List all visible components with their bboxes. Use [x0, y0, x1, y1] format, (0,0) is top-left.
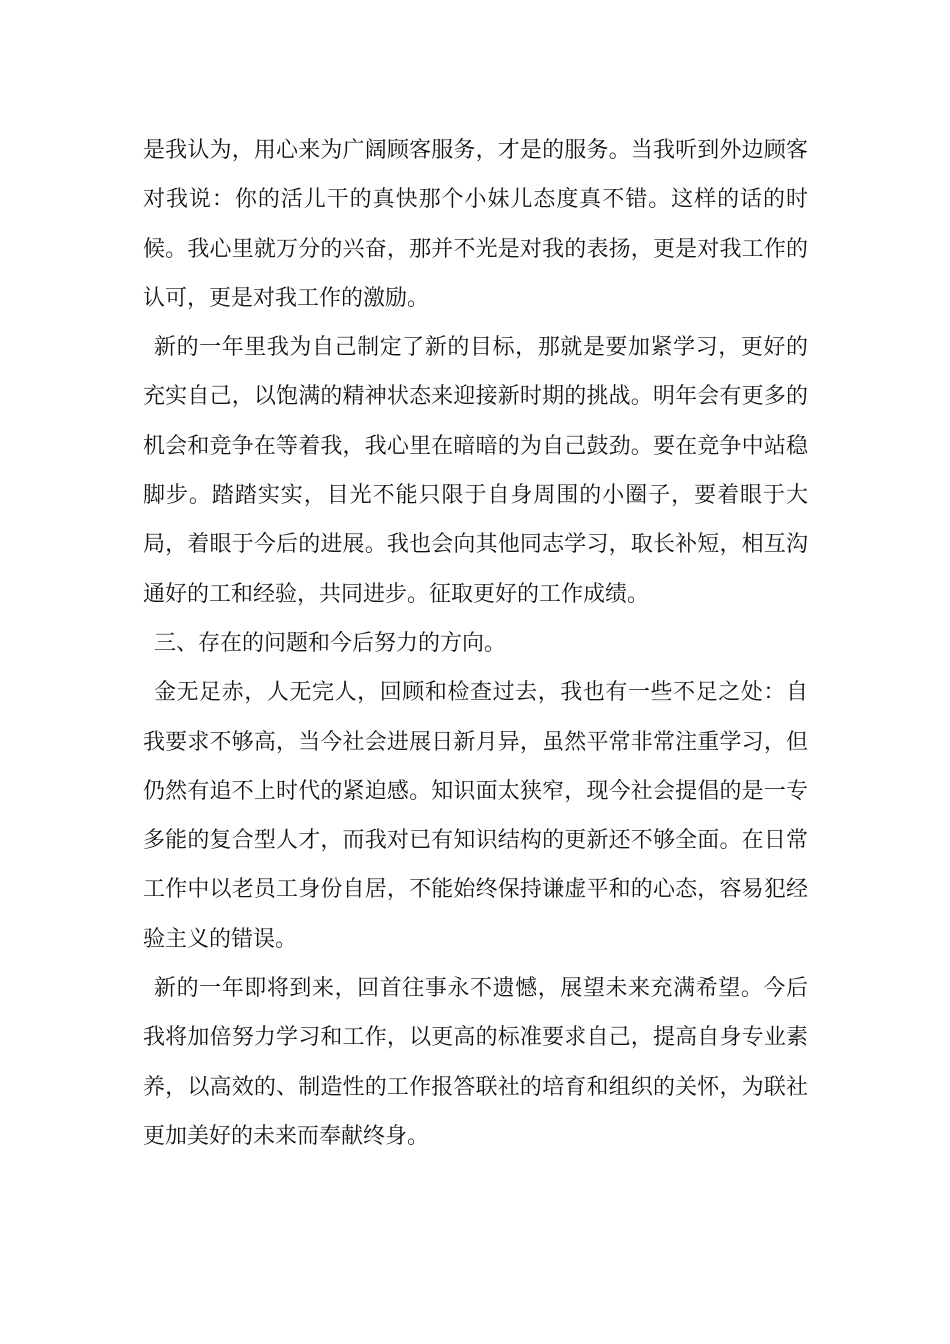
document-body [143, 126, 808, 1161]
paragraph-5: 新的一年即将到来，回首往事永不遗憾，展望未来充满希望。今后我将加倍努力学习和工作，以更高的标准要求自己，提高自身专业素养，以高效的、制造性的工作报答联社的培育和组织的关怀，为联社更加美好的未来而奉献终身。 [143, 976, 808, 1149]
paragraph-4: 金无足赤，人无完人，回顾和检查过去，我也有一些不足之处：自我要求不够高，当今社会进展日新月异，虽然平常非常注重学习，但仍然有追不上时代的紧迫感。知识面太狭窄，现今社会提倡的是一专多能的复合型人才，而我对已有知识结构的更新还不够全面。在日常工作中以老员工身份自居，不能始终保持谦虚平和的心态，容易犯经验主义的错误。 [143, 680, 808, 952]
paragraph-2: 新的一年里我为自己制定了新的目标，那就是要加紧学习，更好的充实自己，以饱满的精神状态来迎接新时期的挑战。明年会有更多的机会和竞争在等着我，我心里在暗暗的为自己鼓劲。要在竞争中站稳脚步。踏踏实实，目光不能只限于自身周围的小圈子，要着眼于大局，着眼于今后的进展。我也会向其他同志学习，取长补短，相互沟通好的工和经验，共同进步。征取更好的工作成绩。 [143, 335, 808, 607]
section-heading-3: 三、存在的问题和今后努力的方向。 [154, 630, 507, 656]
paragraph-1: 是我认为，用心来为广阔顾客服务，才是的服务。当我听到外边顾客对我说：你的活儿干的真快那个小妹儿态度真不错。这样的话的时候。我心里就万分的兴奋，那并不光是对我的表扬，更是对我工作的认可，更是对我工作的激励。 [143, 138, 808, 311]
